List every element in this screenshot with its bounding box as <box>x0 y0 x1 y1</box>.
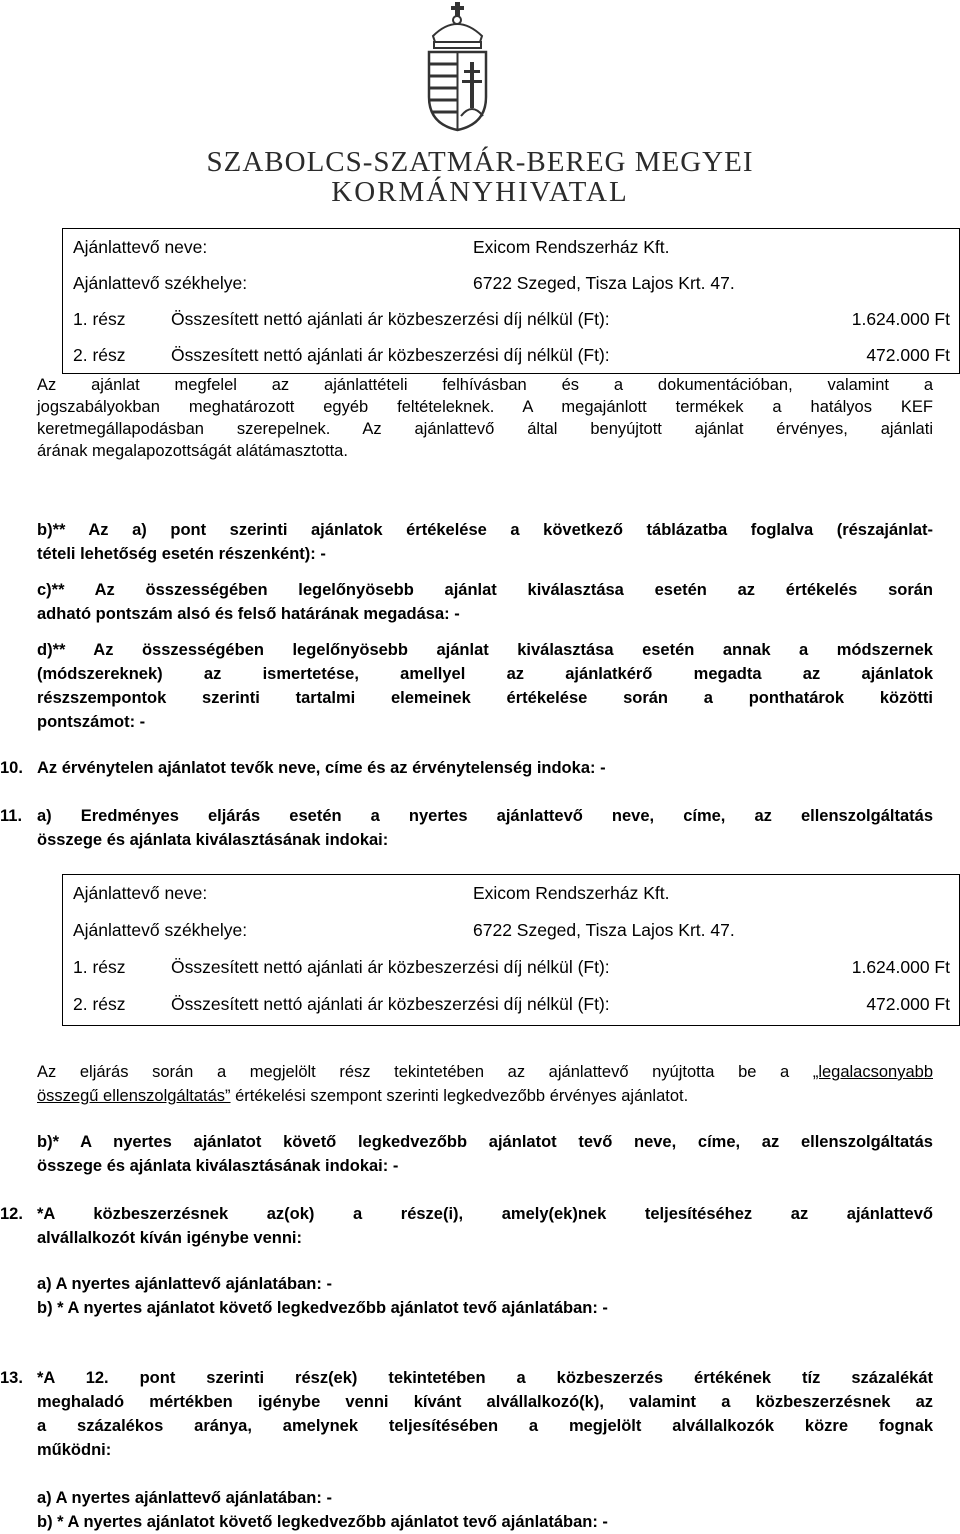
part-description: Összesített nettó ajánlati ár közbeszerzési díj nélkül (Ft): <box>171 345 610 365</box>
text-line: b) * A nyertes ajánlatot követő legkedvezőbb ajánlatot tevő ajánlatában: - <box>37 1299 608 1317</box>
section-b <box>37 518 933 566</box>
part-description: Összesített nettó ajánlati ár közbeszerzési díj nélkül (Ft): <box>171 309 610 329</box>
organization-subtitle: KORMÁNYHIVATAL <box>331 176 629 208</box>
part-label: 1. rész <box>73 309 126 329</box>
part-description: Összesített nettó ajánlati ár közbeszerzési díj nélkül (Ft): <box>171 994 610 1014</box>
evaluation-paragraph <box>37 374 933 462</box>
bidder-name-label: Ajánlattevő neve: <box>73 883 208 903</box>
text-line: Az ajánlat megfelel az ajánlattételi felhívásban és a dokumentációban, valamint a <box>37 376 933 394</box>
table-row <box>63 875 959 912</box>
section-11b <box>37 1130 933 1178</box>
text-line: részszempontok szerinti tartalmi elemeinek értékelése során a ponthatárok közötti <box>37 689 933 707</box>
text-line: Az eljárás során a megjelölt rész tekintetében az ajánlattevő nyújtotta be a „legalacsonyabb <box>37 1063 933 1081</box>
item-13 <box>0 1366 933 1462</box>
section-d <box>37 638 933 734</box>
bidder-seat-label: Ajánlattevő székhelye: <box>73 920 248 940</box>
part-amount: 472.000 Ft <box>866 994 950 1014</box>
text-line: a) A nyertes ajánlattevő ajánlatában: - <box>37 1489 332 1507</box>
item-12-subitems <box>37 1272 933 1320</box>
text-line: adható pontszám alsó és felső határának megadása: - <box>37 605 460 623</box>
item-number: 13. <box>0 1369 23 1387</box>
text-line: c)** Az összességében legelőnyösebb ajánlat kiválasztása esetén az értékelés során <box>37 581 933 599</box>
item-13-subitems <box>37 1486 933 1534</box>
text-line: b) * A nyertes ajánlatot követő legkedvezőbb ajánlatot tevő ajánlatában: - <box>37 1513 608 1531</box>
table-row <box>63 949 959 986</box>
organization-name: SZABOLCS-SZATMÁR-BEREG MEGYEI <box>206 146 754 178</box>
text-line: összege és ajánlata kiválasztásának indokai: <box>37 831 389 849</box>
bidder-name-value: Exicom Rendszerház Kft. <box>473 883 670 903</box>
bidder-table-2 <box>62 874 960 1026</box>
text-line: jogszabályokban meghatározott egyéb feltételeknek. A megajánlott termékek a hatályos KEF <box>37 398 933 416</box>
bidder-name-value: Exicom Rendszerház Kft. <box>473 237 670 257</box>
text-line: a) A nyertes ajánlattevő ajánlatában: - <box>37 1275 332 1293</box>
text-line: keretmegállapodásban szerepelnek. Az ajánlattevő által benyújtott ajánlat érvényes, ajánlati <box>37 420 933 438</box>
item-text: Az érvénytelen ajánlatot tevők neve, címe és az érvénytelenség indoka: - <box>37 759 606 777</box>
part-amount: 1.624.000 Ft <box>851 309 950 329</box>
text-line: b)* A nyertes ajánlatot követő legkedvezőbb ajánlatot tevő neve, címe, az ellenszolgáltatás <box>37 1133 933 1151</box>
table-row <box>63 301 959 337</box>
text-line: *A közbeszerzésnek az(ok) a része(i), amely(ek)nek teljesítéséhez az ajánlattevő <box>37 1205 933 1223</box>
bidder-table-1 <box>62 228 960 374</box>
text-line: a) Eredményes eljárás esetén a nyertes ajánlattevő neve, címe, az ellenszolgáltatás <box>37 807 933 825</box>
section-c <box>37 578 933 626</box>
part-amount: 1.624.000 Ft <box>851 957 950 977</box>
item-number: 11. <box>0 807 23 825</box>
part-label: 2. rész <box>73 994 126 1014</box>
item-12 <box>0 1202 933 1250</box>
text-line: alvállalkozót kíván igénybe venni: <box>37 1229 303 1247</box>
text-line: (módszereknek) az ismertetése, amellyel az ajánlatkérő megadta az ajánlatok <box>37 665 933 683</box>
item-number: 12. <box>0 1205 23 1223</box>
part-label: 2. rész <box>73 345 126 365</box>
text-line: összege és ajánlata kiválasztásának indokai: - <box>37 1157 399 1175</box>
text-line: működni: <box>37 1441 112 1459</box>
table-row <box>63 337 959 373</box>
text-line: *A 12. pont szerinti rész(ek) tekintetében a közbeszerzés értékének tíz százalékát <box>37 1369 933 1387</box>
part-label: 1. rész <box>73 957 126 977</box>
text-line: tételi lehetőség esetén részenként): - <box>37 545 326 563</box>
bidder-name-label: Ajánlattevő neve: <box>73 237 208 257</box>
table-row <box>63 912 959 949</box>
text-line: d)** Az összességében legelőnyösebb ajánlat kiválasztása esetén annak a módszernek <box>37 641 933 659</box>
text-line: a százalékos aránya, amelynek teljesítésében a megjelölt alvállalkozók közre fognak <box>37 1417 933 1435</box>
table-row <box>63 265 959 301</box>
header <box>0 0 960 215</box>
item-10 <box>0 756 933 780</box>
text-line: összegű ellenszolgáltatás” értékelési szempont szerinti legkedvezőbb érvényes ajánlatot. <box>37 1087 689 1105</box>
text-line: árának megalapozottságát alátámasztotta. <box>37 442 348 460</box>
table-row <box>63 986 959 1023</box>
coat-of-arms-icon <box>425 2 490 132</box>
text-line: b)** Az a) pont szerinti ajánlatok értékelése a következő táblázatba foglalva (részajánlat- <box>37 521 933 539</box>
part-description: Összesített nettó ajánlati ár közbeszerzési díj nélkül (Ft): <box>171 957 610 977</box>
item-11 <box>0 804 933 852</box>
table-row <box>63 229 959 265</box>
justification-paragraph <box>37 1060 933 1108</box>
text-line: pontszámot: - <box>37 713 146 731</box>
text-line: meghaladó mértékben igénybe venni kívánt alvállalkozó(k), valamint a közbeszerzésnek az <box>37 1393 933 1411</box>
bidder-seat-value: 6722 Szeged, Tisza Lajos Krt. 47. <box>473 920 735 940</box>
item-number: 10. <box>0 759 23 777</box>
part-amount: 472.000 Ft <box>866 345 950 365</box>
bidder-seat-label: Ajánlattevő székhelye: <box>73 273 248 293</box>
bidder-seat-value: 6722 Szeged, Tisza Lajos Krt. 47. <box>473 273 735 293</box>
